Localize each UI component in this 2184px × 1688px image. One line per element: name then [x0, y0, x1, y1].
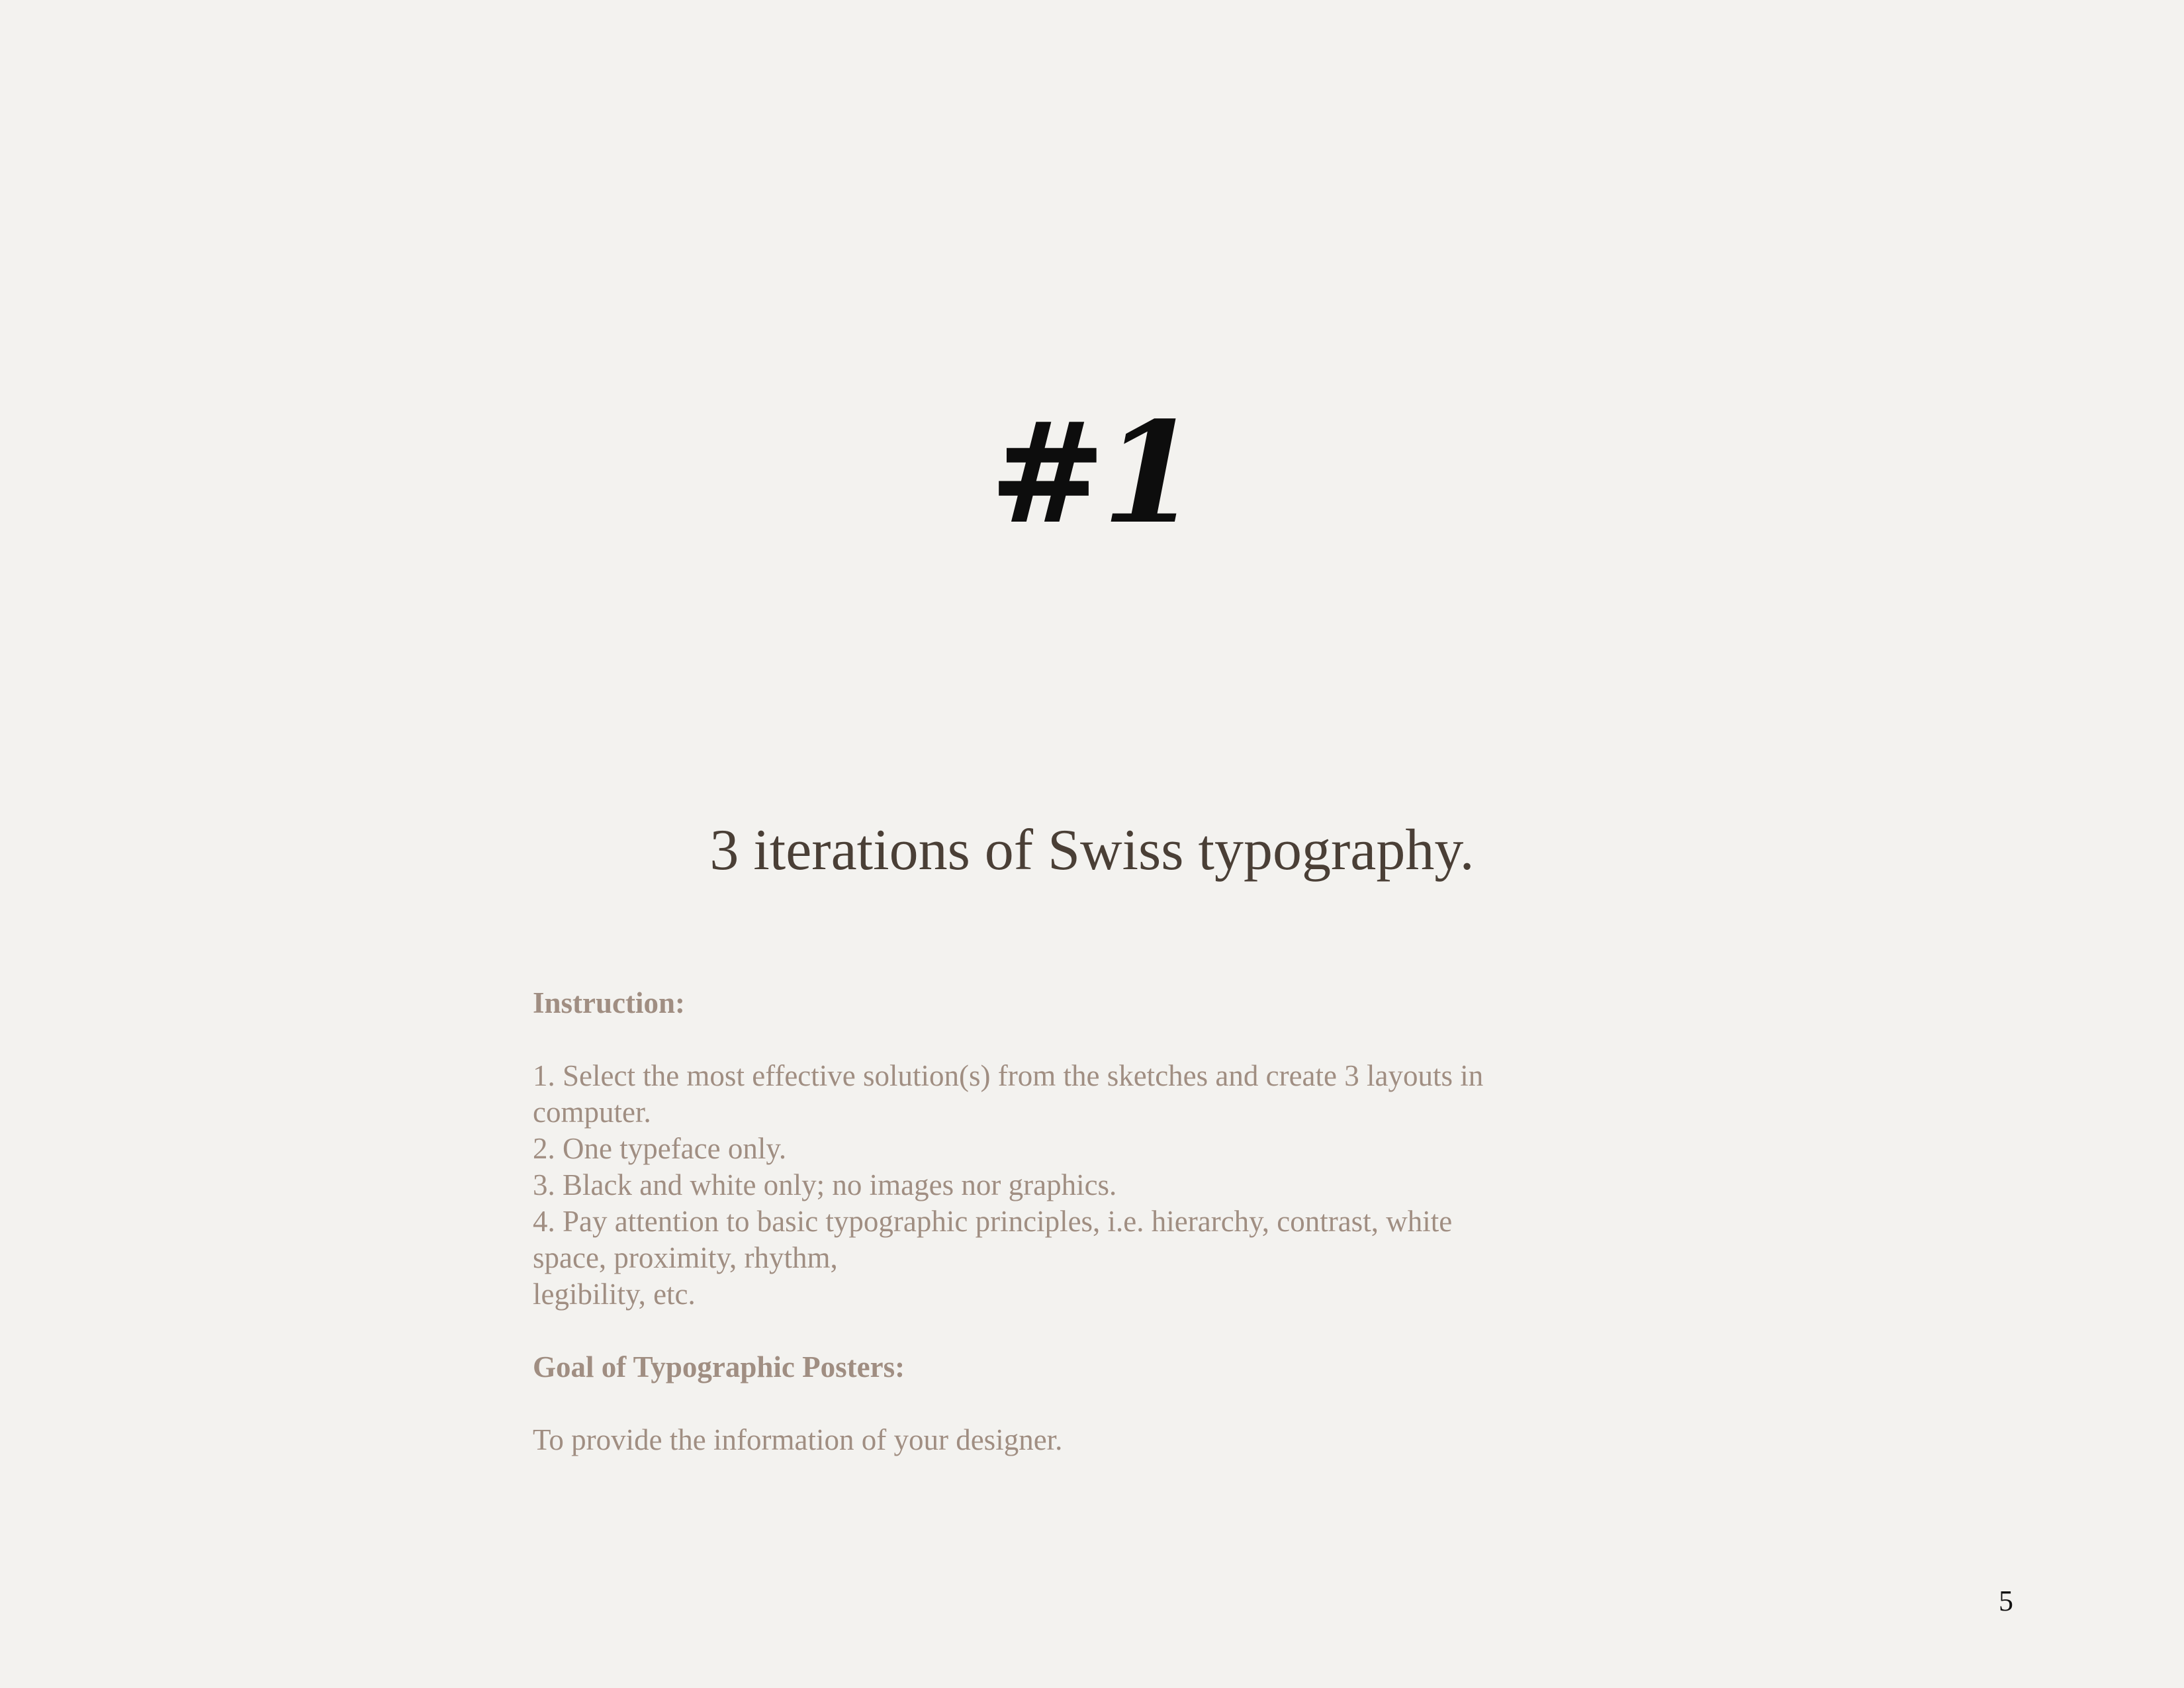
- page-number: 5: [1999, 1585, 2013, 1617]
- spacer: [533, 1313, 1691, 1349]
- instruction-line-2: computer.: [533, 1096, 651, 1129]
- instruction-line-5: 4. Pay attention to basic typographic principles, i.e. hierarchy, contrast, white: [533, 1205, 1453, 1238]
- instruction-line-6: space, proximity, rhythm,: [533, 1241, 838, 1274]
- instruction-line-1: 1. Select the most effective solution(s) from the sketches and create 3 layouts in: [533, 1059, 1484, 1092]
- instruction-line-4: 3. Black and white only; no images nor graphics.: [533, 1168, 1117, 1201]
- subtitle: 3 iterations of Swiss typography.: [709, 818, 1475, 882]
- instruction-heading: Instruction:: [533, 986, 686, 1019]
- instruction-line-7: legibility, etc.: [533, 1278, 696, 1311]
- instruction-line-3: 2. One typeface only.: [533, 1132, 787, 1165]
- spacer: [533, 1021, 1691, 1058]
- spacer: [533, 1385, 1691, 1422]
- goal-heading: Goal of Typographic Posters:: [533, 1350, 905, 1383]
- page-title: #1: [989, 391, 1195, 555]
- goal-text: To provide the information of your designer.: [533, 1423, 1063, 1456]
- instruction-block: [533, 985, 1691, 1458]
